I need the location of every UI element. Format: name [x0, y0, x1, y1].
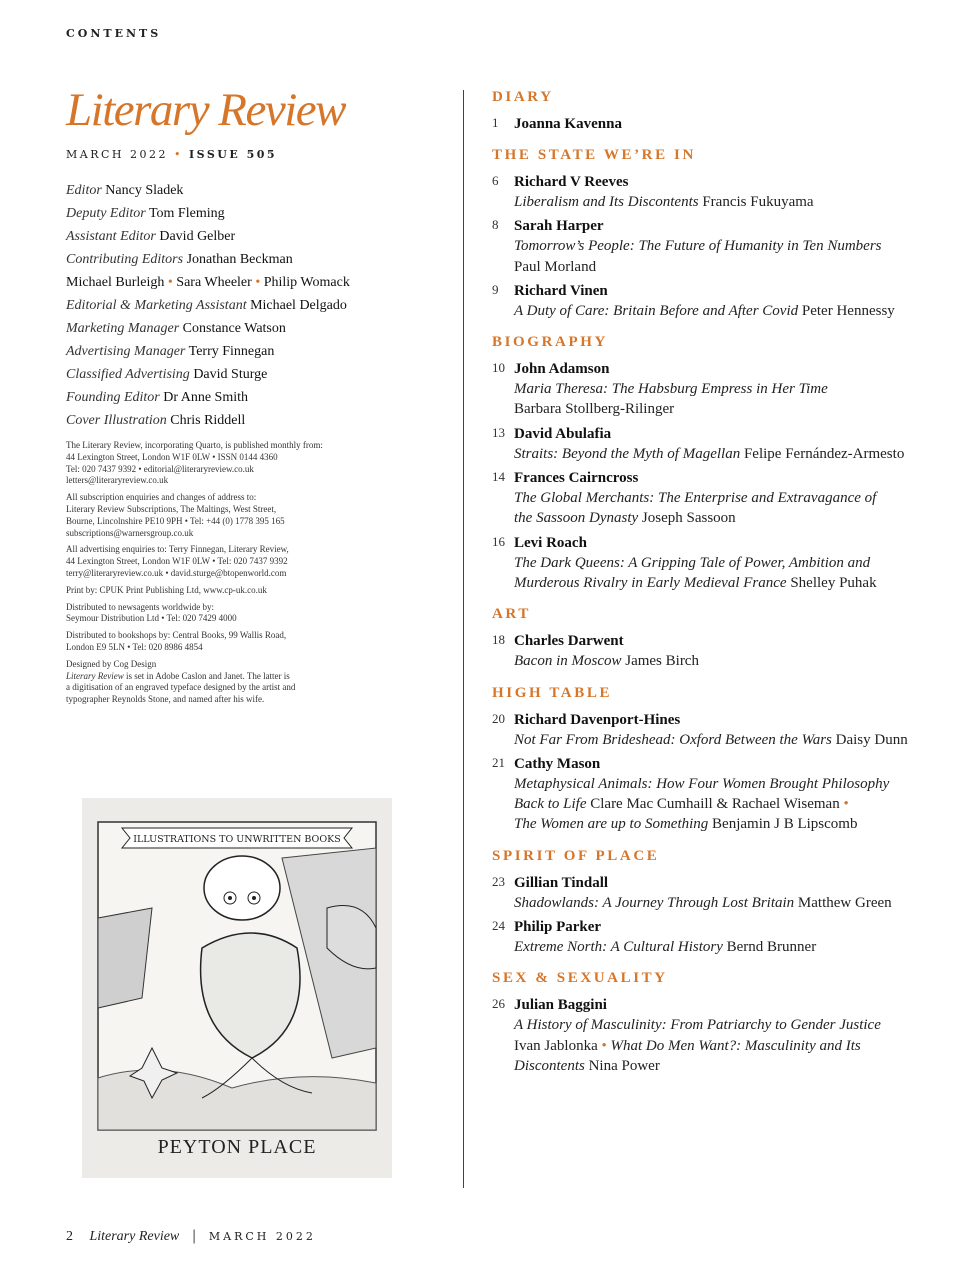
book-title: What Do Men Want?: Masculinity and Its [610, 1037, 861, 1054]
section-heading: HIGH TABLE [492, 684, 613, 701]
toc-section [492, 603, 912, 671]
page-number: 23 [492, 873, 505, 889]
issue-line [66, 148, 406, 161]
toc-entry[interactable] [492, 281, 912, 321]
bullet: • [597, 1037, 611, 1054]
masthead-column [66, 84, 406, 711]
staff-role: Deputy Editor [66, 206, 146, 221]
page-number: 14 [492, 469, 505, 485]
staff-row [66, 317, 406, 340]
bookshops-info: Distributed to bookshops by: Central Books, 99 Wallis Road, London E9 5LN • Tel: 020 8986 4854 [66, 630, 287, 652]
section-heading: SEX & SEXUALITY [492, 970, 668, 987]
staff-name: Sara Wheeler [176, 275, 252, 290]
book-line [514, 1036, 912, 1056]
toc-entry[interactable] [492, 359, 912, 420]
issue-month: MARCH 2022 [66, 148, 168, 161]
page-number: 18 [492, 632, 505, 648]
book-line [514, 488, 912, 508]
toc-section [492, 845, 912, 958]
toc-entry[interactable] [492, 114, 912, 134]
page-number: 6 [492, 173, 499, 188]
staff-row [66, 340, 406, 363]
reviewer-name: Charles Darwent [514, 633, 624, 650]
section-heading: THE STATE WE’RE IN [492, 147, 696, 163]
book-line [514, 937, 912, 957]
subscription-info: All subscription enquiries and changes of address to: Literary Review Subscriptions, The Maltings, West Street, Bourne, Lincolnshire PE10 9PH • Tel: +44 (0) 1778 395 165 subscriptions@warnersgroup.co.uk [66, 492, 285, 538]
staff-role: Assistant Editor [66, 229, 156, 244]
book-author: Shelley Puhak [786, 574, 877, 591]
page-number: 9 [492, 281, 499, 297]
book-title: Straits: Beyond the Myth of Magellan [514, 445, 741, 462]
bullet: • [251, 275, 264, 290]
footer-date: MARCH 2022 [208, 1230, 316, 1243]
book-author: Felipe Fernández-Armesto [740, 445, 905, 462]
page-number: 21 [492, 754, 505, 770]
section-heading: SPIRIT OF PLACE [492, 847, 660, 864]
book-title: The Women are up to Something [514, 816, 709, 833]
book-line [514, 444, 912, 464]
section-heading: DIARY [492, 89, 554, 105]
toc-entry[interactable] [492, 917, 912, 957]
book-title: Liberalism and Its Discontents [514, 194, 699, 210]
book-title: Tomorrow’s People: The Future of Humanity in Ten Numbers [514, 238, 882, 255]
page-number: 8 [492, 217, 499, 233]
toc-section [492, 144, 912, 321]
staff-row [66, 386, 406, 409]
book-title: Maria Theresa: The Habsburg Empress in Her Time [514, 381, 828, 398]
page-number: 20 [492, 710, 505, 726]
book-author: Paul Morland [514, 258, 597, 275]
print-info: Print by: CPUK Print Publishing Ltd, www.cp-uk.co.uk [66, 584, 267, 595]
book-line [514, 399, 912, 419]
book-title: The Global Merchants: The Enterprise and Extravagance of [514, 490, 877, 507]
book-line [514, 379, 912, 399]
staff-name: Dr Anne Smith [163, 390, 249, 405]
staff-name: David Sturge [193, 367, 268, 382]
book-author: Francis Fukuyama [698, 194, 814, 210]
issue-number: ISSUE 505 [189, 148, 278, 161]
contributing-editors-more [66, 271, 406, 294]
reviewer-name: John Adamson [514, 361, 610, 378]
book-title: Discontents [514, 1057, 585, 1074]
staff-role: Marketing Manager [66, 321, 180, 336]
page-footer [66, 1228, 316, 1245]
toc-entry[interactable] [492, 631, 912, 671]
book-line [514, 774, 912, 794]
book-author: Daisy Dunn [831, 731, 908, 748]
staff-name: Tom Fleming [148, 206, 225, 221]
staff-name: Michael Delgado [250, 298, 347, 313]
page-number: 16 [492, 533, 505, 549]
staff-name: Philip Womack [263, 275, 350, 290]
magazine-logo: Literary Review [66, 84, 346, 136]
book-line [514, 893, 912, 913]
book-title: the Sassoon Dynasty [514, 510, 639, 527]
page-number: 2 [66, 1229, 73, 1244]
book-title: A Duty of Care: Britain Before and After Covid [514, 302, 799, 319]
staff-row [66, 202, 406, 225]
book-author: Ivan Jablonka [514, 1037, 598, 1054]
staff-row [66, 225, 406, 248]
illustration-caption: PEYTON PLACE [157, 1136, 317, 1158]
toc-entry[interactable] [492, 533, 912, 594]
page-number: 26 [492, 996, 505, 1012]
advertising-info: All advertising enquiries to: Terry Finnegan, Literary Review, 44 Lexington Street, London W1F 0LW • Tel: 020 7437 9392 terry@literaryreview.co.uk • david.sturge@btopenworld.com [66, 544, 289, 578]
book-author: Clare Mac Cumhaill & Rachael Wiseman [586, 796, 840, 813]
reviewer-name: Gillian Tindall [514, 874, 609, 891]
book-author: Benjamin J B Lipscomb [708, 816, 858, 833]
book-author: Nina Power [584, 1057, 660, 1074]
section-heading: ART [492, 606, 531, 623]
banner-text: ILLUSTRATIONS TO UNWRITTEN BOOKS [133, 834, 341, 845]
bullet: • [164, 275, 177, 290]
book-author: Bernd Brunner [722, 939, 817, 956]
book-line [514, 508, 912, 528]
staff-name: Jonathan Beckman [186, 252, 293, 267]
page-number: 24 [492, 918, 505, 934]
staff-role: Cover Illustration [66, 413, 167, 428]
book-line [514, 257, 912, 277]
newsagents-info: Distributed to newsagents worldwide by: Seymour Distribution Ltd • Tel: 020 7429 4000 [66, 601, 237, 624]
running-head: CONTENTS [66, 27, 162, 40]
staff-role: Founding Editor [66, 390, 160, 405]
staff-name: Nancy Sladek [105, 183, 184, 198]
reviewer-name: Richard Vinen [514, 282, 608, 299]
toc-entry[interactable] [492, 754, 912, 835]
staff-role: Advertising Manager [66, 344, 186, 359]
book-author: Peter Hennessy [798, 302, 895, 319]
book-title: Shadowlands: A Journey Through Lost Britain [514, 894, 795, 911]
staff-role: Editorial & Marketing Assistant [66, 298, 247, 313]
staff-row [66, 294, 406, 317]
staff-name: Constance Watson [182, 321, 286, 336]
publication-info [66, 440, 406, 706]
staff-row [66, 179, 406, 202]
toc-entry[interactable] [492, 995, 912, 1076]
staff-row [66, 363, 406, 386]
toc-entry[interactable] [492, 468, 912, 529]
book-line [514, 301, 912, 321]
toc-section [492, 967, 912, 1076]
book-title: Murderous Rivalry in Early Medieval France [514, 574, 787, 591]
page-number: 1 [492, 115, 499, 130]
staff-role: Classified Advertising [66, 367, 190, 382]
book-title: The Dark Queens: A Gripping Tale of Power, Ambition and [514, 554, 871, 571]
book-author: James Birch [621, 653, 699, 670]
toc-section [492, 331, 912, 593]
reviewer-name: Richard V Reeves [514, 174, 629, 190]
staff-row [66, 248, 406, 271]
table-of-contents [492, 86, 912, 1086]
book-line [514, 1056, 912, 1076]
reviewer-name: Richard Davenport-Hines [514, 711, 681, 728]
toc-section [492, 682, 912, 835]
reviewer-name: Joanna Kavenna [514, 116, 622, 132]
book-line [514, 1015, 912, 1035]
book-line [514, 573, 912, 593]
book-author: Joseph Sassoon [638, 510, 736, 527]
publisher-info: The Literary Review, incorporating Quarto, is published monthly from: 44 Lexington Street, London W1F 0LW • ISSN 0144 4360 Tel: 020 7437 9392 • editorial@literaryreview.co.uk letters@literaryreview.co.uk [66, 440, 323, 486]
staff-row [66, 409, 406, 432]
section-heading: BIOGRAPHY [492, 334, 608, 351]
page-number: 13 [492, 424, 505, 440]
staff-name: David Gelber [159, 229, 236, 244]
book-title: Metaphysical Animals: How Four Women Brought Philosophy [514, 775, 890, 792]
cover-illustration [82, 798, 392, 1178]
staff-name: Terry Finnegan [188, 344, 275, 359]
staff-name: Michael Burleigh [66, 275, 165, 290]
reviewer-name: Frances Cairncross [514, 470, 639, 487]
cartoon-drawing [82, 798, 392, 1178]
bullet: • [174, 148, 183, 161]
book-line [514, 730, 912, 750]
staff-name: Chris Riddell [170, 413, 246, 428]
column-divider [463, 90, 464, 1188]
footer-magazine: Literary Review [89, 1229, 180, 1244]
reviewer-name: Cathy Mason [514, 755, 601, 772]
book-title: Not Far From Brideshead: Oxford Between the Wars [514, 731, 832, 748]
book-title: A History of Masculinity: From Patriarchy to Gender Justice [514, 1017, 881, 1034]
book-line [514, 794, 912, 814]
toc-entry[interactable] [492, 216, 912, 277]
reviewer-name: Sarah Harper [514, 218, 604, 235]
toc-entry[interactable] [492, 424, 912, 464]
book-title: Bacon in Moscow [514, 653, 622, 670]
staff-list [66, 179, 406, 432]
reviewer-name: Philip Parker [514, 919, 602, 936]
reviewer-name: Julian Baggini [514, 997, 607, 1014]
reviewer-name: Levi Roach [514, 534, 587, 551]
design-info: Designed by Cog Design Literary Review is set in Adobe Caslon and Janet. The latter is a digitisation of an engraved typeface designed by the artist and typographer Reynolds Stone, and named after his wife. [66, 658, 296, 705]
book-line [514, 192, 912, 212]
book-title: Extreme North: A Cultural History [514, 939, 723, 956]
book-author: Barbara Stollberg-Rilinger [514, 401, 675, 418]
book-line [514, 236, 912, 256]
book-line [514, 553, 912, 573]
reviewer-name: David Abulafia [514, 425, 612, 442]
toc-entry[interactable] [492, 172, 912, 212]
toc-entry[interactable] [492, 873, 912, 913]
book-line [514, 651, 912, 671]
book-title: Back to Life [514, 796, 587, 813]
book-author: Matthew Green [794, 894, 892, 911]
book-line [514, 814, 912, 834]
toc-section [492, 86, 912, 134]
toc-entry[interactable] [492, 710, 912, 750]
staff-role: Contributing Editors [66, 252, 184, 267]
staff-role: Editor [66, 183, 102, 198]
bullet: • [839, 796, 849, 813]
page-number: 10 [492, 360, 505, 376]
footer-divider: | [191, 1228, 197, 1244]
